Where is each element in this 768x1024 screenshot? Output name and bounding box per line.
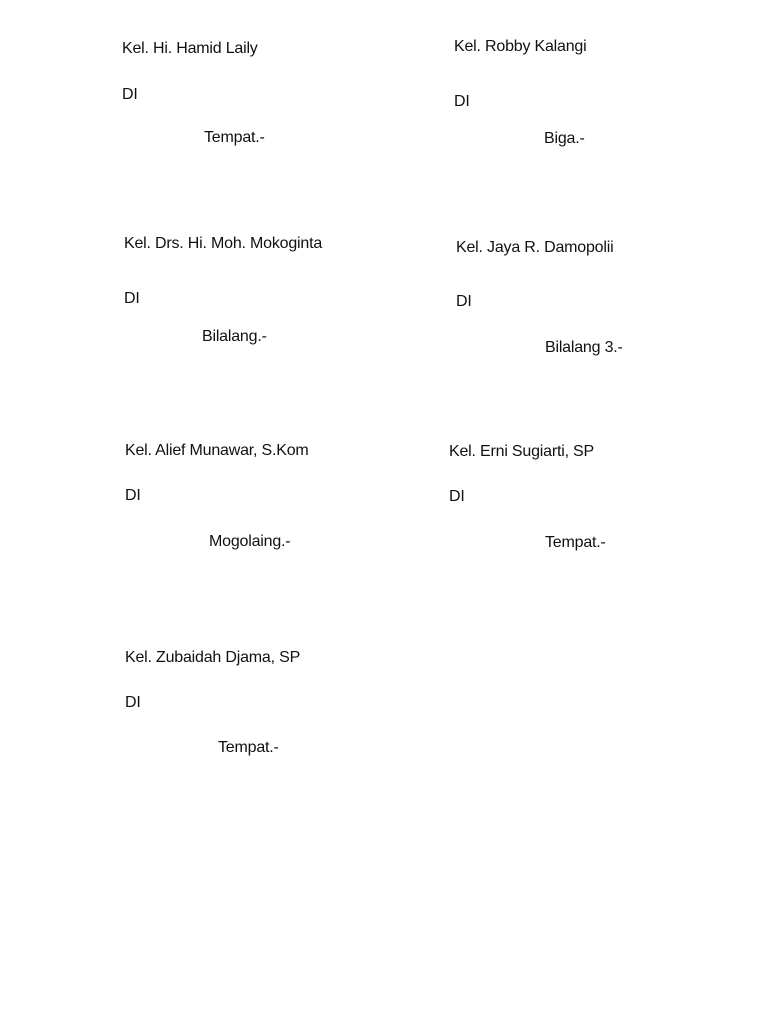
place-label: Bilalang 3.- — [545, 339, 623, 356]
recipient-name: Kel. Robby Kalangi — [454, 38, 587, 55]
recipient-name: Kel. Zubaidah Djama, SP — [125, 649, 301, 666]
di-label: DI — [125, 487, 141, 504]
recipient-name: Kel. Jaya R. Damopolii — [456, 239, 614, 256]
place-label: Tempat.- — [204, 129, 265, 146]
di-label: DI — [122, 86, 138, 103]
di-label: DI — [125, 694, 141, 711]
di-label: DI — [456, 293, 472, 310]
di-label: DI — [449, 488, 465, 505]
recipient-name: Kel. Erni Sugiarti, SP — [449, 443, 594, 460]
place-label: Mogolaing.- — [209, 533, 291, 550]
recipient-name: Kel. Hi. Hamid Laily — [122, 40, 258, 57]
di-label: DI — [124, 290, 140, 307]
place-label: Tempat.- — [545, 534, 606, 551]
di-label: DI — [454, 93, 470, 110]
place-label: Tempat.- — [218, 739, 279, 756]
recipient-name: Kel. Drs. Hi. Moh. Mokoginta — [124, 235, 323, 252]
recipient-name: Kel. Alief Munawar, S.Kom — [125, 442, 309, 459]
place-label: Biga.- — [544, 130, 585, 147]
place-label: Bilalang.- — [202, 328, 267, 345]
